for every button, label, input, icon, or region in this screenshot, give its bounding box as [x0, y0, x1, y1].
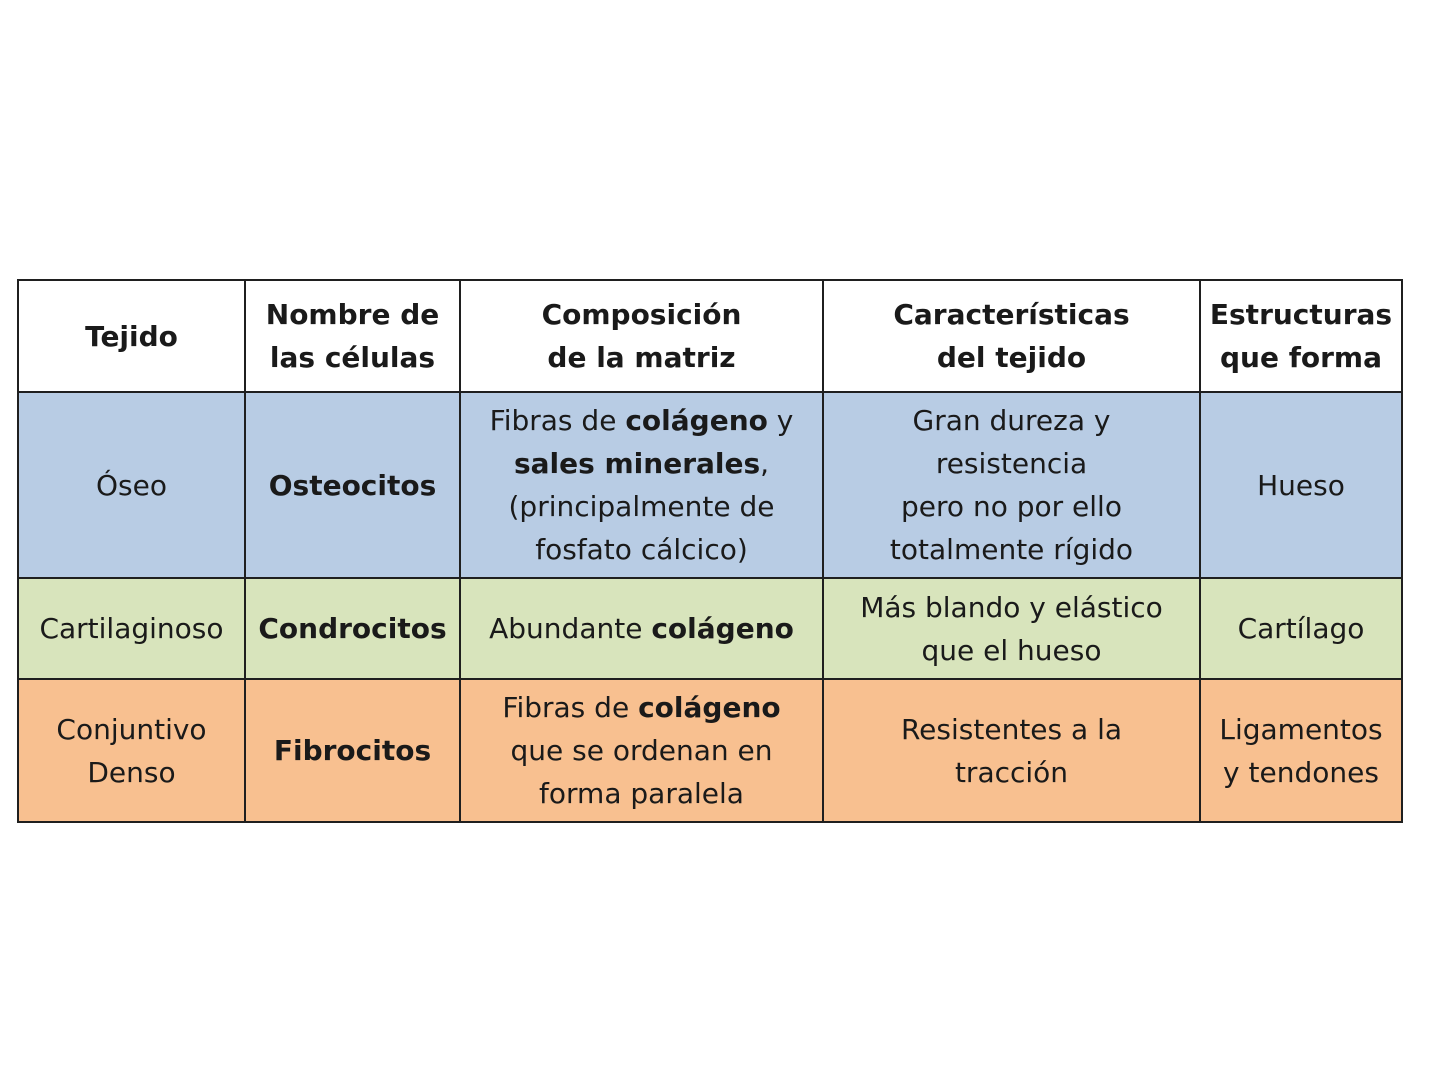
characteristics-cell	[823, 578, 1200, 679]
matrix-line: que se ordenan en	[510, 734, 773, 767]
structures-cell	[1200, 392, 1402, 578]
structures-line: Hueso	[1257, 468, 1345, 502]
matrix-text: ,	[760, 447, 770, 480]
characteristics-line: totalmente rígido	[889, 533, 1134, 566]
header-characteristics-line1: Características	[893, 298, 1130, 331]
characteristics-line: pero no por ello	[901, 490, 1122, 523]
matrix-line	[465, 442, 818, 485]
header-tissue	[18, 280, 245, 392]
matrix-bold-text: colágeno	[638, 691, 781, 724]
tissue-name: Denso	[87, 755, 176, 789]
matrix-cell	[460, 679, 823, 822]
header-row	[18, 280, 1402, 392]
tissue-name: Óseo	[96, 468, 167, 502]
matrix-bold-text: colágeno	[625, 404, 768, 437]
table-row-oseo	[18, 392, 1402, 578]
header-structures	[1200, 280, 1402, 392]
matrix-text: Abundante	[489, 612, 652, 645]
cell-name: Fibrocitos	[273, 734, 432, 767]
characteristics-cell	[823, 392, 1200, 578]
cell-name-cell	[245, 392, 460, 578]
header-characteristics-line2: del tejido	[936, 341, 1087, 374]
tissue-cell	[18, 392, 245, 578]
header-matrix-line1: Composición	[541, 298, 742, 331]
cell-name: Condrocitos	[258, 612, 447, 645]
matrix-cell	[460, 578, 823, 679]
characteristics-line: resistencia	[935, 447, 1088, 480]
matrix-line	[465, 686, 818, 729]
header-matrix-line2: de la matriz	[547, 341, 736, 374]
matrix-line	[465, 399, 818, 442]
header-structures-line2: que forma	[1219, 341, 1382, 374]
header-tissue-label: Tejido	[85, 319, 178, 353]
matrix-text: y	[767, 404, 794, 437]
cell-name-cell	[245, 578, 460, 679]
table-row-conjuntivo-denso	[18, 679, 1402, 822]
matrix-line: (principalmente de	[508, 490, 775, 523]
tissue-name: Conjuntivo	[56, 712, 207, 746]
matrix-text: Fibras de	[489, 404, 626, 437]
tissue-name: Cartilaginoso	[39, 612, 224, 645]
matrix-text: Fibras de	[502, 691, 639, 724]
matrix-line: fosfato cálcico)	[535, 533, 748, 566]
header-characteristics	[823, 280, 1200, 392]
characteristics-line: Más blando y elástico	[860, 590, 1163, 624]
cell-name-cell	[245, 679, 460, 822]
header-cell-name-line1: Nombre de	[265, 298, 440, 331]
matrix-line	[465, 607, 818, 650]
structures-line: Cartílago	[1237, 612, 1365, 645]
matrix-line: forma paralela	[539, 777, 744, 810]
characteristics-line: Gran dureza y	[912, 404, 1111, 437]
matrix-bold-text: sales minerales	[513, 447, 761, 480]
matrix-cell	[460, 392, 823, 578]
structures-cell	[1200, 578, 1402, 679]
characteristics-line: que el hueso	[921, 633, 1102, 667]
characteristics-cell	[823, 679, 1200, 822]
structures-line: Ligamentos	[1219, 712, 1383, 746]
tissue-cell	[18, 679, 245, 822]
cell-name: Osteocitos	[268, 468, 437, 502]
structures-cell	[1200, 679, 1402, 822]
structures-line: y tendones	[1223, 755, 1379, 789]
tissue-comparison-table	[17, 279, 1403, 823]
header-cell-name	[245, 280, 460, 392]
matrix-bold-text: colágeno	[651, 612, 794, 645]
characteristics-line: Resistentes a la	[900, 712, 1123, 746]
tissue-cell	[18, 578, 245, 679]
characteristics-line: tracción	[954, 755, 1069, 789]
header-structures-line1: Estructuras	[1209, 298, 1393, 331]
header-cell-name-line2: las células	[269, 341, 436, 374]
header-matrix	[460, 280, 823, 392]
table-row-cartilaginoso	[18, 578, 1402, 679]
